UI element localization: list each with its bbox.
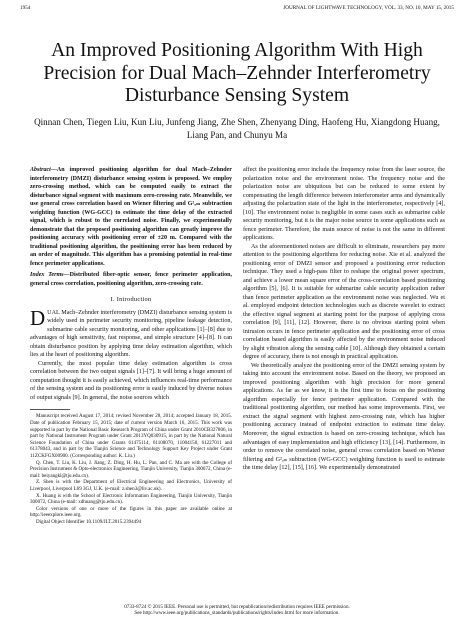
journal-citation: JOURNAL OF LIGHTWAVE TECHNOLOGY, VOL. 33, NO. 10, MAY 15, 2015 [283,5,454,11]
footnote-divider [30,409,70,410]
footnote-doi: Digital Object Identifier 10.1109/JLT.2015.2394494 [36,518,142,525]
footnote-affiliation-1: Q. Chen, T. Liu, K. Liu, J. Jiang, Z. Ding, H. Hu, L. Pan, and C. Ma are with the College of Precision Instrument & Opto-electronics Engineering, Tianjin University, Tianjin 300072, China (e-mail: beiyangkl@tju.edu.cn). [30,459,232,479]
footnote-affiliation-3: X. Huang is with the School of Electronic Information Engineering, Tianjin University, Tianjin 300072, China (e-mail: xdhuang@tju.edu.cn). [30,492,232,506]
index-terms [30,271,232,288]
index-terms-label: Index Terms— [30,272,70,279]
left-column [30,166,232,526]
copyright-line: 0733-8724 © 2015 IEEE. Personal use is permitted, but republication/redistribution requires IEEE permission. [124,604,350,610]
abstract-label: Abstract— [30,167,57,173]
footnote-manuscript: Manuscript received August 17, 2014; revised November 28, 2014; accepted January 18, 2015. Date of publication February 15, 2015; date of current version March 16, 2015. This work was supported in part by the National Basic Research Program of China under Grant 2010CB327806, in part by National Instrument Program under Grant 2013YQ030915, in part by the National Natural Science Foundation of China under Grants 61475114, 61108070, 11004150, 61227011 and 61378043, and in part by the Tianjin Science and Technology Support Key Project under Grant 11ZCKFGX00900. (Corresponding author: K. Liu.) [30,413,232,459]
body-paragraph-2: As the aforementioned noises are difficult to eliminate, researchers pay more attention to the positioning algorithms for reducing noise. Xie et al. analyzed the positioning error of DMZI sensor and proposed a positioning error reduction technique. They used a high-pass filter to reshape the original power spectrum, and achieve a lower mean square error of the cross-correlation based positioning algorithm [5], [6]. It is suitable for submarine cable security application rather than fence perimeter application as the environment noise was neglected. Wu et al. employed endpoint detection technologies such as discrete wavelet to extract the effective signal segment at starting point for the purpose of applying cross correlation [9], [11], [12]. However, there is no obvious starting point when intrusion occurs in fence perimeter application and the positioning error of cross correlation based algorithm is easily affected by the environment noise induced by slight vibration along the sensing cable [10]. Although they obtained a certain degree of accuracy, there is not enough in practical application. [243,243,445,361]
running-header [20,5,454,15]
footnote-color: Color versions of one or more of the figures in this paper are available online at http://ieeexplore.ieee.org. [30,505,232,519]
drop-cap: D [30,305,46,330]
intro-paragraph-1-text: UAL Mach–Zehnder interferometry (DMZI) disturbance sensing system is widely used in perimeter security monitoring, pipeline leakage detection, submarine cable security monitoring, and other applications [1]–[8] due to advantages of high sensitivity, fast response, and simple structure [4]–[8]. It can obtain disturbance position by applying time delay estimation algorithm, which lies at the heart of positioning algorithm. [30,309,232,359]
intro-paragraph-1 [30,305,232,360]
index-terms-text: Distributed fiber-optic sensor, fence perimeter application, general cross correlation, positioning algorithm, zero-crossing rate. [30,272,232,287]
footnotes [30,413,232,525]
right-column [243,166,445,473]
page-number: 1954 [20,5,31,11]
copyright-footer [40,604,434,617]
paper-title: An Improved Positioning Algorithm With High Precision for Dual Mach–Zehnder Interferometry Disturbance Sensing System [43,40,431,106]
body-paragraph-3: We theoretically analyze the positioning error of the DMZI sensing system by taking into account the environment noise. Based on the theory, we proposed an improved positioning algorithm with high precision for more general applications. As far as we know, it is the first time to focus on the positioning algorithm especially for fence perimeter application. Compared with the traditional positioning algorithm, our method has some improvements. First, we extract the signal segment with highest zero-crossing rate, which has higher positioning accuracy instead of endpoint extraction to estimate time delay. Moreover, the signal extraction is based on zero-crossing technique, which has advantages of easy implementation and high efficiency [13], [14]. Furthermore, in order to remove the correlated noise, general cross correlation based on Wiener filtering and G²ₐₘ subtraction (WG-GCC) weighting function is used to estimate the time delay [12], [15], [16]. We experimentally demonstrated [243,362,445,472]
abstract-text: An improved positioning algorithm for dual Mach–Zehnder interferometry (DMZI) disturbance sensing system is proposed. We employ zero-crossing method, which can be computed easily to extract the disturbance signal segment with maximum zero-crossing rate. Meanwhile, we use general cross correlation based on Wiener filtering and G²ₐₘ subtraction weighting function (WG-GCC) to estimate the time delay of the extracted signal, which is robust to the correlated noise. Finally, we experimentally demonstrate that the proposed positioning algorithm can greatly improve the positioning accuracy with positioning error of ±20 m. Compared with the traditional positioning algorithm, the positioning error has been reduced by an order of magnitude. This algorithm has a promising potential in real-time fence perimeter applications. [30,167,232,267]
author-list: Qinnan Chen, Tiegen Liu, Kun Liu, Junfeng Jiang, Zhe Shen, Zhenyang Ding, Haofeng Hu, Xiangdong Huang, Liang Pan, and Chunyu Ma [34,117,440,140]
footnote-affiliation-2: Z. Shen is with the Department of Electrical Engineering and Electronics, University of Liverpool, Liverpool L69 3GJ, U.K. (e-mail: z.shen3@liv.ac.uk). [30,479,232,492]
body-paragraph-1: affect the positioning error include the frequency noise from the laser source, the polarization noise and the environment noise. The frequency noise and the polarization noise are ubiquitous but can be reduced to some extent by compensating the length difference between interferometer arms and dynamically adjusting the polarization state of the light in the interferometer, respectively [4], [10]. The environment noise is negligible in some cases such as submarine cable security monitoring, but it is the major noise source in some applications such as fence perimeter. Therefore, the main source of noise is not the same in different applications. [243,167,445,242]
abstract [30,166,232,268]
intro-paragraph-2: Currently, the most popular time delay estimation algorithm is cross correlation between the two output signals [1]–[7]. It will bring a huge amount of computation thought it is easily achieved, which influences real-time performance of the sensing system and its positioning error is easily induced by diverse noises of output signals [9]. In general, the noise sources which [30,360,232,401]
permissions-line: See http://www.ieee.org/publications_standards/publications/rights/index.html for more information. [134,610,340,617]
section-heading-introduction: I. Introduction [110,296,152,304]
